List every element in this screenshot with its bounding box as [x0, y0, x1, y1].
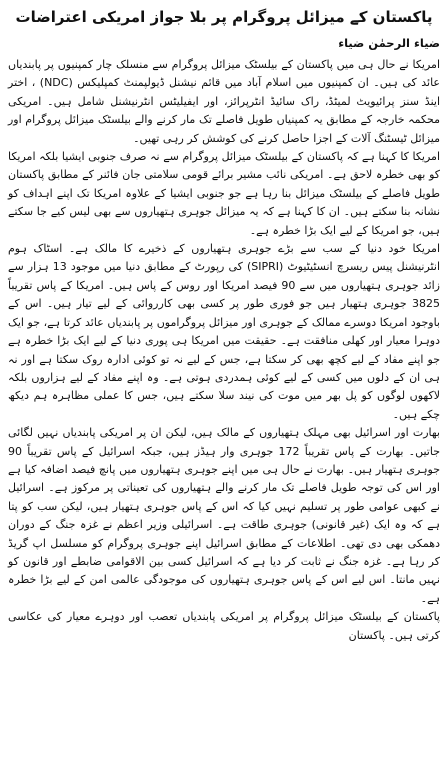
article-paragraph: بھارت اور اسرائیل بھی مہلک ہتھیاروں کے مالک ہیں، لیکن ان پر امریکی پابندیاں نہیں لگائی جاتیں۔ بھارت کے پاس تقریباً 172 جوہری وار ہیڈز ہیں، جبکہ اسرائیل کے پاس تقریباً 90 جوہری ہتھیار ہیں۔ بھارت نے حال ہی میں اپنے جوہری ہتھیاروں میں پانچ فیصد اضافہ کیا ہے اور اس کی توجہ طویل فاصلے تک مار کرنے والے ہتھیاروں کی تعیناتی پر مرکوز ہے۔ اسرائیل نے کبھی عوامی طور پر تسلیم نہیں کیا کہ اس کے پاس جوہری ہتھیار ہیں، لیکن سب کو پتا ہے کہ وہ ایک (غیر قانونی) جوہری طاقت ہے۔ اسرائیلی وزیر اعظم نے غزہ جنگ کے دوران دھمکی بھی دی تھی۔ اطلاعات کے مطابق اسرائیل اپنے جوہری پروگرام کو مسلسل اپ گریڈ کر رہا ہے۔ غزہ جنگ نے ثابت کر دیا ہے کہ اسرائیل کسی بین الاقوامی ضابطے اور قانون کو نہیں مانتا۔ اس لیے اس کے پاس جوہری ہتھیاروں کی موجودگی عالمی امن کے لیے بڑا خطرہ ہے۔ — [8, 426, 441, 605]
article-author: ضیاء الرحمٰن ضیاء — [338, 36, 440, 50]
article-paragraph: امریکا نے حال ہی میں پاکستان کے بیلسٹک میزائل پروگرام سے منسلک چار کمپنیوں پر پابندیاں عائد کی ہیں۔ ان کمپنیوں میں اسلام آباد میں قائم نیشنل ڈیولپمنٹ کمپلیکس (NDC) ، اختر اینڈ سنز پرائیویٹ لمیٹڈ، راک سائیڈ انٹرپرائز، اور ایفیلیٹس انٹرنیشنل شامل ہیں۔ امریکی محکمہ خارجہ کے مطابق یہ کمپنیاں طویل فاصلے تک مار کرنے والے بیلسٹک میزائل پروگرام اور میزائل ٹیسٹنگ آلات کے اجزا حاصل کرنے کی کوشش کر رہی تھیں۔ — [8, 58, 440, 145]
article-title: پاکستان کے میزائل پروگرام پر بلا جواز امریکی اعتراضات — [15, 8, 433, 26]
article-paragraph: امریکا خود دنیا کے سب سے بڑے جوہری ہتھیاروں کے ذخیرے کا مالک ہے۔ اسٹاک ہوم انٹرنیشنل پیس ریسرچ انسٹیٹیوٹ (SIPRI) کی رپورٹ کے مطابق دنیا میں موجود 13 ہزار سے زائد جوہری ہتھیاروں میں سے 90 فیصد امریکا اور روس کے پاس ہیں۔ امریکا کے پاس تقریباً 3825 جوہری ہتھیار ہیں جو فوری طور پر کسی بھی کارروائی کے لیے تیار ہیں۔ اس کے باوجود امریکا دوسرے ممالک کے جوہری اور میزائل پروگراموں پر پابندیاں عائد کرتا ہے، جو ایک دوہرا معیار اور کھلی منافقت ہے۔ حقیقت میں امریکا ہی پوری دنیا کے لیے ایک بڑا خطرہ ہے جو اپنے مفاد کے لیے کچھ بھی کر سکتا ہے، جس کے لیے نہ تو کوئی ادارہ روک سکتا ہے اور نہ ہی ان کے دلوں میں کسی کے لیے کوئی ہمدردی ہوتی ہے۔ وہ اپنے مفاد کے لیے ہزاروں بلکہ لاکھوں لوگوں کو پل بھر میں موت کی نیند سلا سکتے ہیں، جس کا عملی مظاہرہ ہم دیکھ چکے ہیں۔ — [8, 242, 440, 421]
article-paragraph: امریکا کا کہنا ہے کہ پاکستان کے بیلسٹک میزائل پروگرام سے نہ صرف جنوبی ایشیا بلکہ امریکا کو بھی خطرہ لاحق ہے۔ امریکی نائب مشیر برائے قومی سلامتی جان فائنر کے مطابق پاکستان طویل فاصلے کے بیلسٹک میزائل بنا رہا ہے جو جنوبی ایشیا کے علاوہ امریکا تک اپنے اہداف کو نشانہ بنا سکتے ہیں۔ ان کا کہنا ہے کہ یہ میزائل جوہری ہتھیاروں سے بھی لیس کیے جا سکتے ہیں، جو امریکا کے لیے ایک بڑا خطرہ ہے۔ — [8, 150, 440, 237]
article-paragraph: پاکستان کے بیلسٹک میزائل پروگرام پر امریکی پابندیاں تعصب اور دوہرے معیار کی عکاسی کرتی ہیں۔ پاکستان — [8, 610, 440, 642]
